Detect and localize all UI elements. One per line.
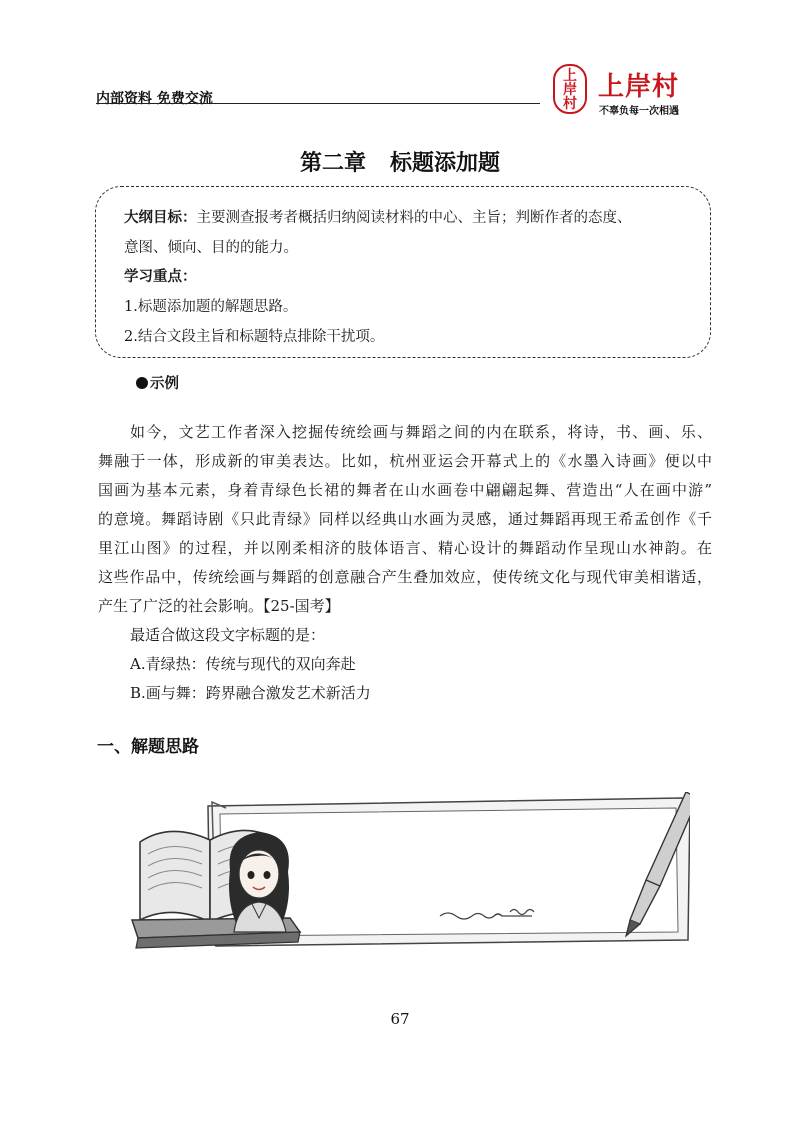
header-note: 内部资料 免费交流 — [96, 91, 213, 107]
option-b: B.画与舞：跨界融合激发艺术新活力 — [130, 684, 371, 702]
brand-name: 上岸村 — [598, 72, 680, 102]
brand-slogan: 不辜负每一次相遇 — [599, 106, 679, 117]
syllabus-goal-line-1: 大纲目标：主要测查报考者概括归纳阅读材料的中心、主旨；判断作者的态度、 — [124, 210, 632, 226]
passage-line: 如今，文艺工作者深入挖掘传统绘画与舞蹈之间的内在联系，将诗，书、画、乐、 — [130, 423, 712, 441]
example-label: 示例 — [136, 372, 179, 393]
decorative-illustration — [130, 792, 690, 962]
chapter-title — [0, 146, 800, 177]
teacher-avatar — [229, 832, 289, 932]
passage-line: 里江山图》的过程，并以刚柔相济的肢体语言、精心设计的舞蹈动作呈现山水神韵。在 — [98, 539, 712, 557]
page-number: 67 — [390, 1010, 410, 1028]
syllabus-goal-line-2: 意图、倾向、目的的能力。 — [124, 240, 298, 256]
focus-point-2: 2.结合文段主旨和标题特点排除干扰项。 — [124, 329, 385, 345]
bullet-icon — [136, 377, 148, 389]
passage-line: 国画为基本元素，身着青绿色长裙的舞者在山水画卷中翩翩起舞、营造出“人在画中游” — [98, 481, 712, 499]
goal-label: 大纲目标： — [124, 210, 197, 226]
chapter-name: 标题添加题 — [390, 151, 501, 176]
section-heading: 一、解题思路 — [97, 737, 199, 757]
focus-label: 学习重点： — [124, 269, 197, 285]
chapter-number: 第二章 — [299, 151, 366, 176]
focus-point-1: 1.标题添加题的解题思路。 — [124, 299, 298, 315]
passage-line: 产生了广泛的社会影响。【25-国考】 — [98, 597, 340, 615]
logo-seal-icon: 上 岸 村 — [553, 64, 587, 114]
passage-line: 的意境。舞蹈诗剧《只此青绿》同样以经典山水画为灵感，通过舞蹈再现王希孟创作《千 — [98, 510, 712, 528]
option-a: A.青绿热：传统与现代的双向奔赴 — [130, 655, 356, 673]
passage-line: 舞融于一体，形成新的审美表达。比如，杭州亚运会开幕式上的《水墨入诗画》便以中 — [98, 452, 712, 470]
question-stem: 最适合做这段文字标题的是： — [130, 626, 326, 644]
header-divider — [96, 103, 540, 104]
passage-line: 这些作品中，传统绘画与舞蹈的创意融合产生叠加效应，使传统文化与现代审美相谐适， — [98, 568, 712, 586]
